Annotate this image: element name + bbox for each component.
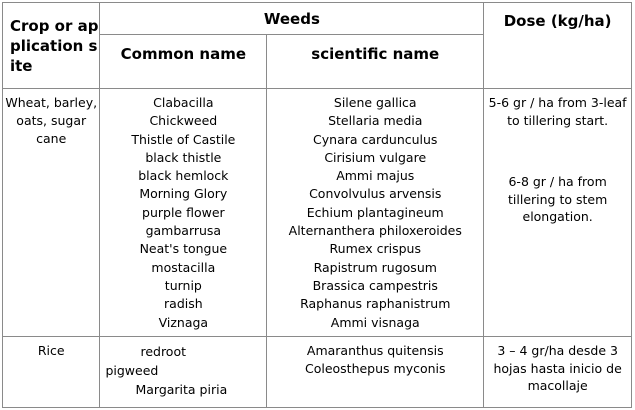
common-name-item: black thistle: [145, 149, 222, 165]
scientific-name-item: Cirisium vulgare: [324, 149, 427, 165]
row-dose-rice: [484, 337, 632, 408]
scientific-name-item: Raphanus raphanistrum: [300, 296, 451, 312]
header-scientific-name: scientific name: [267, 35, 484, 89]
dose-text: 6-8 gr / ha from tillering to stem elongation.: [508, 174, 608, 224]
row-scientific-names-rice: [267, 337, 484, 408]
scientific-name-item: Brassica campestris: [312, 277, 438, 293]
header-dose: Dose (kg/ha): [484, 3, 632, 89]
scientific-name-item: Ammi visnaga: [330, 314, 420, 330]
common-name-item: gambarrusa: [145, 223, 222, 239]
common-name-item: purple flower: [142, 204, 225, 220]
common-name-item: Thistle of Castile: [131, 131, 236, 147]
scientific-name-item: Alternanthera philoxeroides: [288, 223, 462, 239]
common-name-item: radish: [164, 296, 203, 312]
header-crop-site: Crop or application site: [3, 3, 100, 89]
herbicide-dose-table: [2, 2, 632, 408]
common-name-item: Viznaga: [158, 314, 209, 330]
common-name-item: Margarita piria: [135, 382, 228, 397]
dose-text: 5-6 gr / ha from 3-leaf to tillering start.: [488, 95, 627, 128]
common-name-item: black hemlock: [138, 168, 229, 184]
scientific-name-item: Silene gallica: [333, 95, 417, 110]
header-weeds: Weeds: [100, 3, 484, 35]
scientific-name-item: Echium plantagineum: [306, 204, 444, 220]
scientific-name-item: Rapistrum rugosum: [313, 259, 437, 275]
scientific-name-item: Cynara cardunculus: [313, 131, 438, 147]
row-crop-rice: Rice: [3, 337, 100, 408]
scientific-name-item: Ammi majus: [336, 168, 415, 184]
header-common-name: Common name: [100, 35, 267, 89]
common-name-item: turnip: [164, 277, 202, 293]
row-common-names-rice: [100, 337, 267, 408]
common-name-item: Morning Glory: [139, 186, 228, 202]
scientific-name-item: Coleosthepus myconis: [304, 361, 446, 376]
scientific-name-item: Stellaria media: [328, 113, 423, 129]
dose-text: 3 – 4 gr/ha desde 3 hojas hasta inicio de macollaje: [493, 343, 622, 393]
common-name-item: mostacilla: [151, 259, 216, 275]
row-common-names: [100, 89, 267, 337]
common-name-item: Clabacilla: [153, 95, 214, 110]
scientific-name-item: Rumex crispus: [329, 241, 421, 257]
scientific-name-item: Amaranthus quitensis: [306, 343, 444, 358]
common-name-item: Chickweed: [149, 113, 218, 129]
row-dose-wheat: [484, 89, 632, 337]
row-crop-wheat: Wheat, barley, oats, sugar cane: [3, 89, 100, 337]
scientific-name-item: Convolvulus arvensis: [309, 186, 442, 202]
common-name-item: pigweed: [105, 363, 159, 378]
common-name-item: redroot: [140, 344, 187, 359]
row-scientific-names: [267, 89, 484, 337]
common-name-item: Neat's tongue: [139, 241, 228, 257]
